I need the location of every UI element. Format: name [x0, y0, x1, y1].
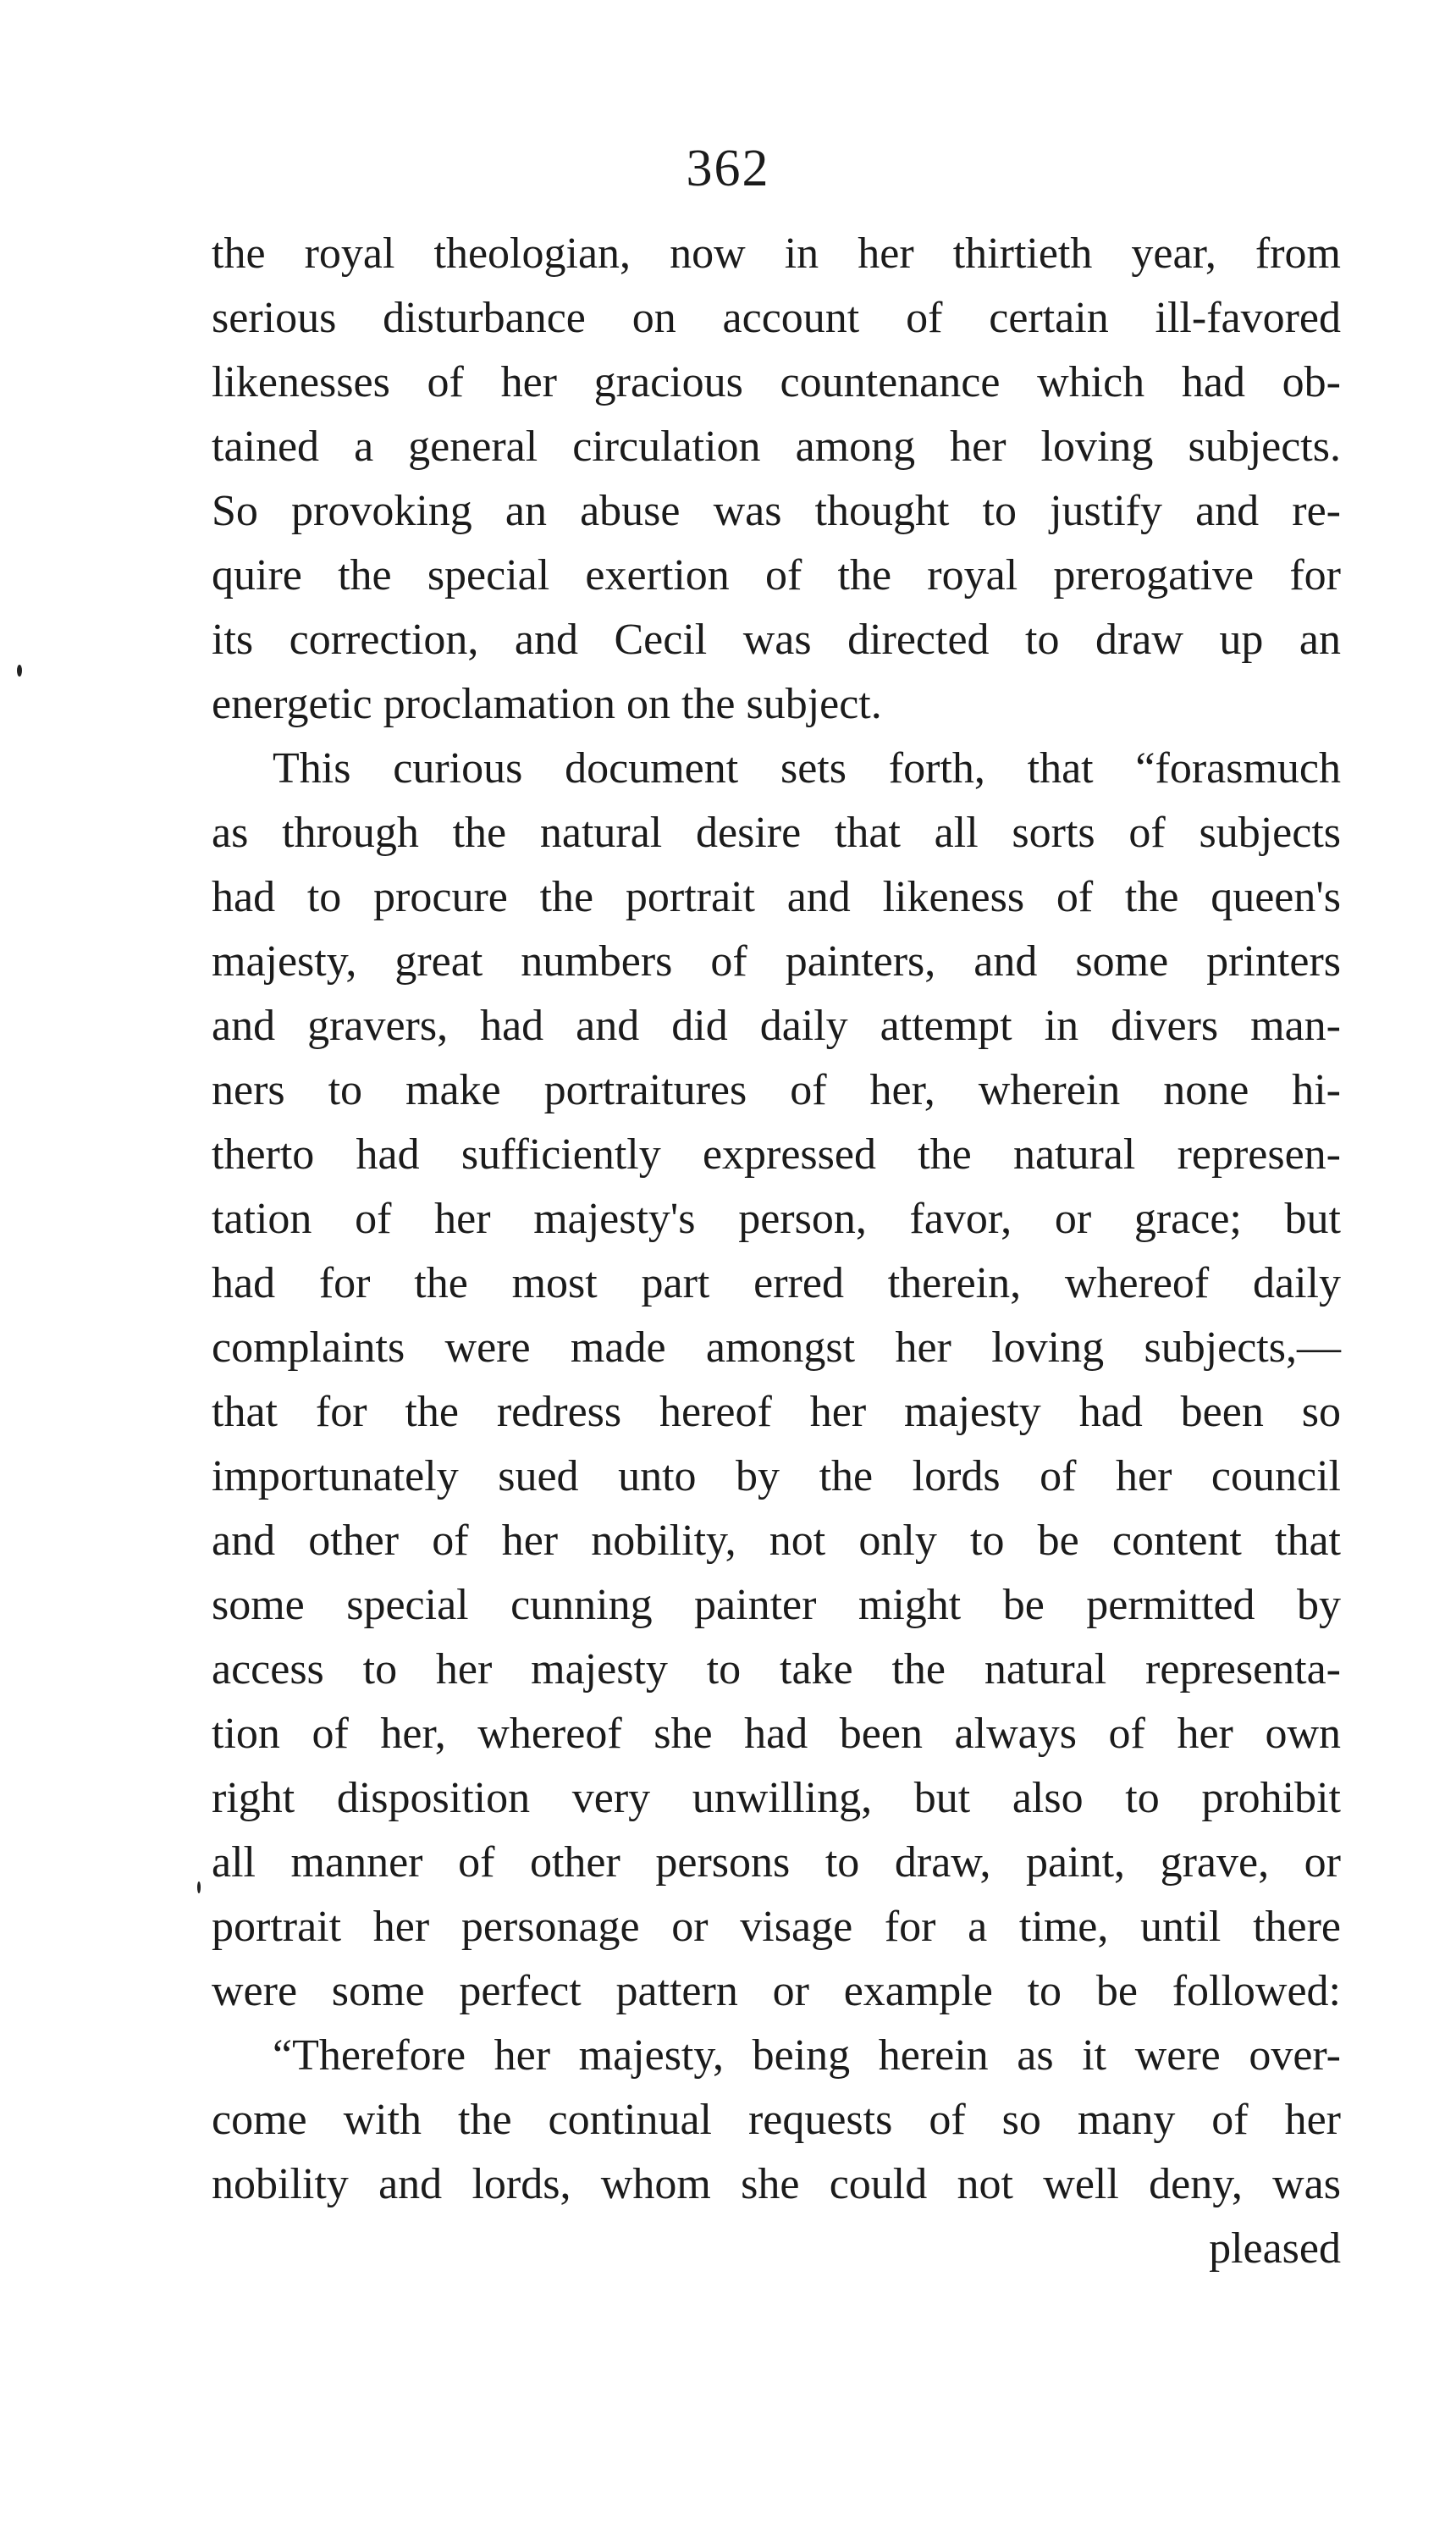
text-line: and gravers, had and did daily attempt in divers man- [212, 1002, 1341, 1050]
text-line: ners to make portraitures of her, wherein none hi- [212, 1066, 1341, 1114]
text-line: some special cunning painter might be permitted by [212, 1581, 1341, 1629]
text-line: and other of her nobility, not only to be content that [212, 1517, 1341, 1565]
text-line: “Therefore her majesty, being herein as it were over- [273, 2031, 1341, 2080]
text-line: serious disturbance on account of certain ill-favored [212, 294, 1341, 342]
text-line: likenesses of her gracious countenance which had ob- [212, 358, 1341, 406]
text-line: tion of her, whereof she had been always of her own [212, 1710, 1341, 1758]
text-line: come with the continual requests of so many of her [212, 2096, 1341, 2144]
text-line: energetic proclamation on the subject. [212, 680, 882, 728]
text-line: had for the most part erred therein, whereof daily [212, 1259, 1341, 1307]
text-line: So provoking an abuse was thought to justify and re- [212, 487, 1341, 535]
text-line: nobility and lords, whom she could not well deny, was [212, 2160, 1341, 2208]
text-line: This curious document sets forth, that “forasmuch [273, 744, 1341, 793]
text-line: portrait her personage or visage for a time, until there [212, 1903, 1341, 1951]
text-line: tained a general circulation among her loving subjects. [212, 423, 1341, 471]
text-line: quire the special exertion of the royal prerogative for [212, 551, 1341, 599]
text-line: therto had sufficiently expressed the natural represen- [212, 1130, 1341, 1179]
text-line: majesty, great numbers of painters, and some printers [212, 937, 1341, 986]
text-line: all manner of other persons to draw, paint, grave, or [212, 1838, 1341, 1887]
text-line: had to procure the portrait and likeness of the queen's [212, 873, 1341, 921]
page-number: 362 [686, 140, 770, 197]
text-line: pleased [1209, 2224, 1341, 2273]
text-line: its correction, and Cecil was directed to draw up an [212, 616, 1341, 664]
text-line: that for the redress hereof her majesty had been so [212, 1388, 1341, 1436]
text-line: tation of her majesty's person, favor, or grace; but [212, 1195, 1341, 1243]
text-line: importunately sued unto by the lords of her council [212, 1452, 1341, 1500]
margin-speck [197, 1881, 201, 1893]
text-line: access to her majesty to take the natural representa- [212, 1645, 1341, 1693]
text-line: were some perfect pattern or example to be followed: [212, 1967, 1341, 2015]
text-line: complaints were made amongst her loving subjects,— [212, 1323, 1341, 1372]
body-text [212, 222, 1341, 2281]
text-line: the royal theologian, now in her thirtieth year, from [212, 229, 1341, 278]
text-line: as through the natural desire that all sorts of subjects [212, 809, 1341, 857]
margin-speck [17, 665, 22, 677]
text-line: right disposition very unwilling, but also to prohibit [212, 1774, 1341, 1822]
